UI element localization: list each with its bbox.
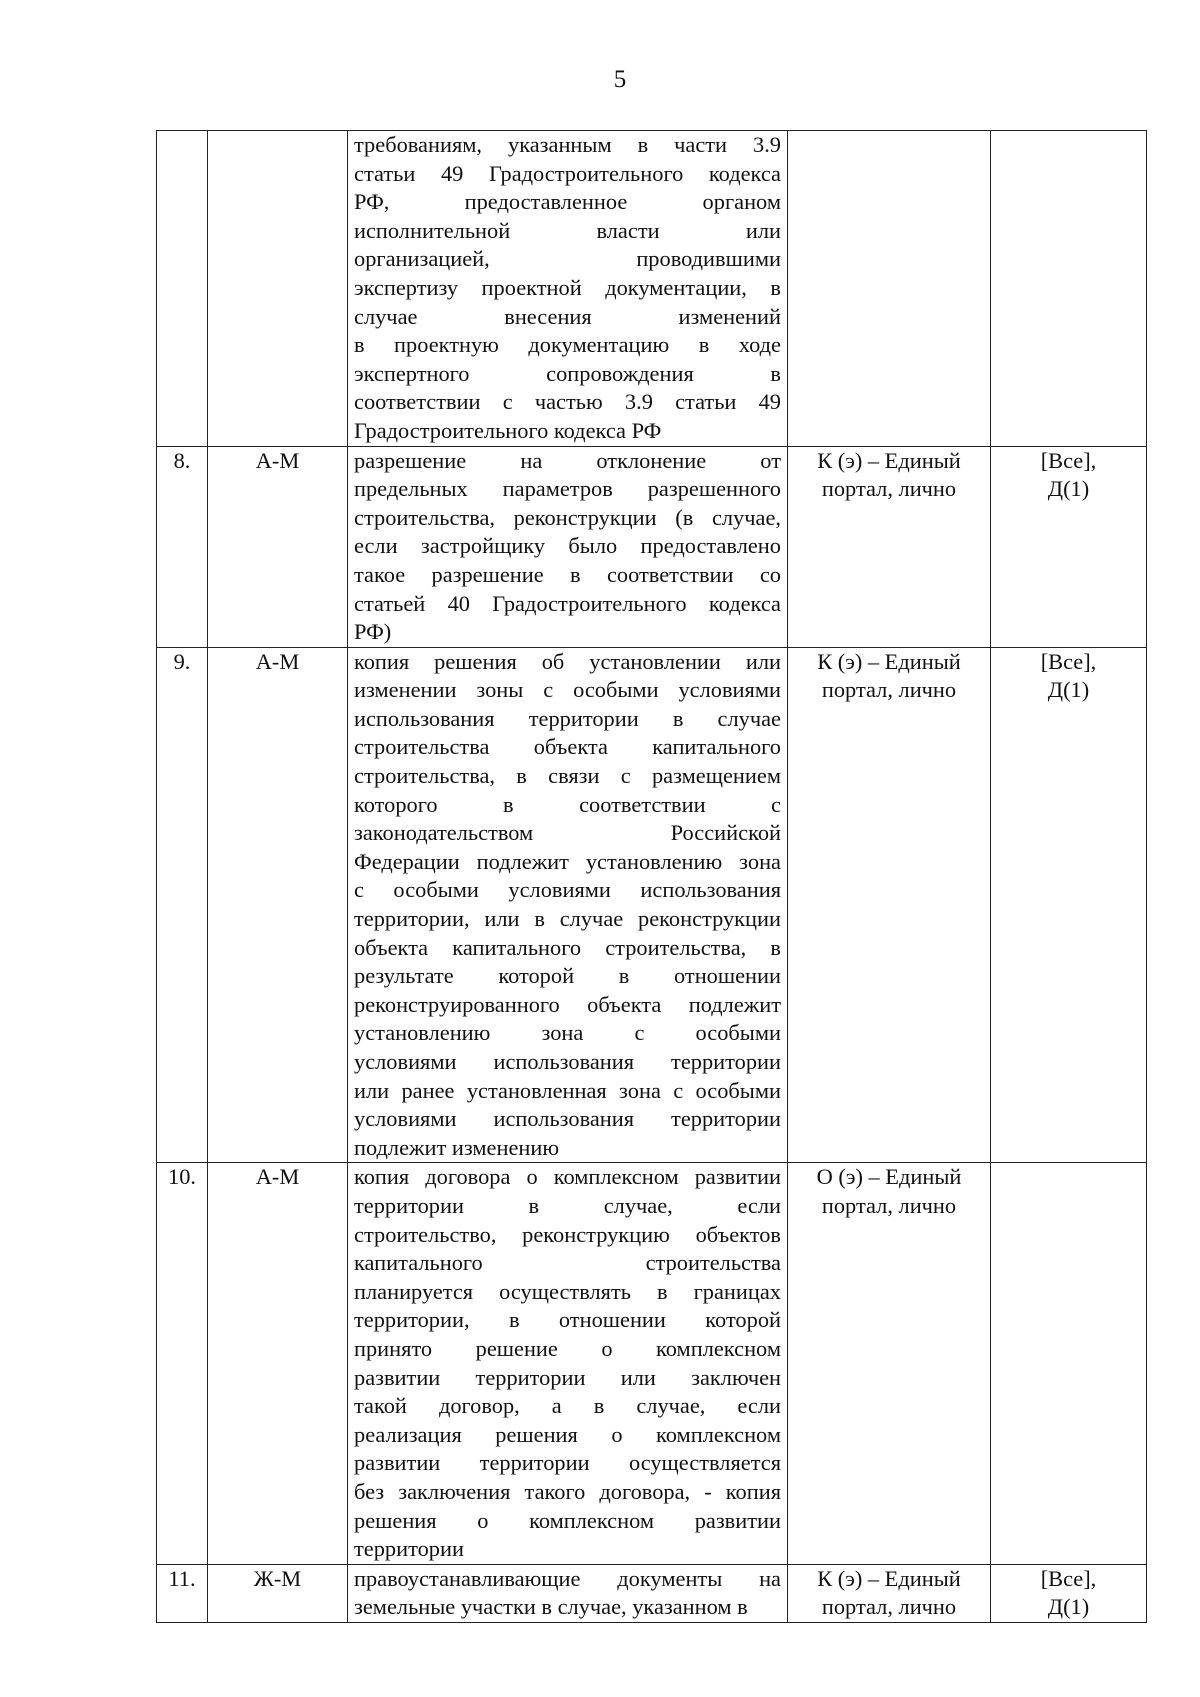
description-cell-line: Градостроительного кодекса РФ [354, 417, 662, 443]
description-cell-line: территории [354, 1536, 464, 1562]
row-number-cell: 8. [157, 446, 208, 647]
description-cell-line: с особыми условиями использования [354, 877, 781, 903]
table-row [157, 1564, 1147, 1622]
description-cell-line: решения о комплексном развитии [354, 1507, 781, 1533]
description-cell-line: использования территории в случае [354, 705, 781, 731]
description-cell-line: территории, в отношении которой [354, 1307, 781, 1333]
description-cell-line: Федерации подлежит установлению зона [354, 848, 781, 874]
access-cell [991, 1163, 1147, 1564]
description-cell-line: копия решения об установлении или [354, 648, 781, 674]
requirements-table [156, 130, 1147, 1623]
description-cell-line: копия договора о комплексном развитии [354, 1164, 781, 1190]
access-cell-line: [Все], [1040, 447, 1097, 473]
description-cell-line: реконструированного объекта подлежит [354, 991, 781, 1017]
source-cell [788, 647, 991, 1163]
table-row [157, 131, 1147, 447]
page-number: 5 [613, 66, 627, 93]
row-number-cell: 9. [157, 647, 208, 1163]
description-cell-line: экспертного сопровождения в [354, 360, 781, 386]
description-cell-line: РФ, предоставленное органом [354, 189, 781, 215]
row-number-cell [157, 131, 208, 447]
description-cell-line: предельных параметров разрешенного [354, 476, 781, 502]
code-cell: А-М [208, 647, 348, 1163]
description-cell-line: исполнительной власти или [354, 217, 781, 243]
description-cell-line: территории, или в случае реконструкции [354, 906, 781, 932]
source-cell-line: портал, лично [821, 677, 957, 703]
source-cell-line: К (э) – Единый [817, 447, 961, 473]
description-cell-line: статьей 40 Градостроительного кодекса [354, 590, 781, 616]
access-cell-line: Д(1) [1047, 476, 1090, 502]
code-cell: Ж-М [208, 1564, 348, 1622]
source-cell-line: О (э) – Единый [816, 1164, 962, 1190]
description-cell-line: если застройщику было предоставлено [354, 533, 781, 559]
description-cell-line: организацией, проводившими [354, 246, 781, 272]
description-cell-line: или ранее установленная зона с особыми [354, 1077, 781, 1103]
access-cell-line: Д(1) [1047, 1594, 1090, 1620]
access-cell-line: [Все], [1040, 648, 1097, 674]
source-cell [788, 1564, 991, 1622]
description-cell-line: разрешение на отклонение от [354, 447, 781, 473]
description-cell-line: строительства, в связи с размещением [354, 763, 781, 789]
description-cell-line: требованиям, указанным в части 3.9 [354, 132, 781, 157]
access-cell [991, 131, 1147, 447]
description-cell [348, 131, 788, 447]
description-cell-line: строительства объекта капитального [354, 734, 781, 760]
description-cell-line: строительство, реконструкцию объектов [354, 1221, 781, 1247]
description-cell-line: результате которой в отношении [354, 963, 781, 989]
source-cell [788, 131, 991, 447]
source-cell-line: К (э) – Единый [817, 648, 961, 674]
source-cell [788, 1163, 991, 1564]
access-cell [991, 1564, 1147, 1622]
row-number-cell: 11. [157, 1564, 208, 1622]
description-cell-line: случае внесения изменений [354, 303, 781, 329]
source-cell-line: портал, лично [821, 1594, 957, 1620]
description-cell-line: такое разрешение в соответствии со [354, 561, 781, 587]
description-cell-line: экспертизу проектной документации, в [354, 274, 781, 300]
description-cell-line: планируется осуществлять в границах [354, 1278, 781, 1304]
description-cell-line: условиями использования территории [354, 1106, 781, 1132]
source-cell-line: К (э) – Единый [817, 1565, 961, 1591]
description-cell-line: капитального строительства [354, 1250, 781, 1276]
description-cell-line: правоустанавливающие документы на [354, 1565, 781, 1591]
description-cell-line: такой договор, а в случае, если [354, 1393, 781, 1419]
table-row [157, 1163, 1147, 1564]
description-cell-line: принято решение о комплексном [354, 1335, 781, 1361]
description-cell-line: реализация решения о комплексном [354, 1421, 781, 1447]
description-cell-line: соответствии с частью 3.9 статьи 49 [354, 389, 781, 415]
description-cell-line: установлению зона с особыми [354, 1020, 781, 1046]
description-cell-line: без заключения такого договора, - копия [354, 1478, 781, 1504]
description-cell-line: в проектную документацию в ходе [354, 332, 781, 358]
description-cell-line: изменении зоны с особыми условиями [354, 677, 781, 703]
description-cell-line: территории в случае, если [354, 1192, 781, 1218]
description-cell-line: объекта капитального строительства, в [354, 934, 781, 960]
access-cell [991, 446, 1147, 647]
source-cell-line: портал, лично [821, 476, 957, 502]
description-cell-line: законодательством Российской [354, 820, 781, 846]
source-cell-line: портал, лично [821, 1192, 957, 1218]
description-cell-line: которого в соответствии с [354, 791, 781, 817]
row-number-cell: 10. [157, 1163, 208, 1564]
access-cell-line: Д(1) [1047, 677, 1090, 703]
description-cell [348, 647, 788, 1163]
access-cell [991, 647, 1147, 1163]
code-cell: А-М [208, 1163, 348, 1564]
description-cell-line: подлежит изменению [354, 1134, 560, 1160]
table-row [157, 446, 1147, 647]
description-cell [348, 1564, 788, 1622]
code-cell [208, 131, 348, 447]
table-row [157, 647, 1147, 1163]
description-cell-line: развитии территории осуществляется [354, 1450, 781, 1476]
access-cell-line: [Все], [1040, 1565, 1097, 1591]
description-cell [348, 1163, 788, 1564]
description-cell-line: условиями использования территории [354, 1049, 781, 1074]
description-cell-line: строительства, реконструкции (в случае, [354, 504, 781, 530]
description-cell-line: РФ) [354, 619, 392, 645]
description-cell-line: развитии территории или заключен [354, 1364, 781, 1390]
source-cell [788, 446, 991, 647]
description-cell [348, 446, 788, 647]
code-cell: А-М [208, 446, 348, 647]
description-cell-line: земельные участки в случае, указанном в [354, 1594, 748, 1620]
description-cell-line: статьи 49 Градостроительного кодекса [354, 160, 781, 186]
